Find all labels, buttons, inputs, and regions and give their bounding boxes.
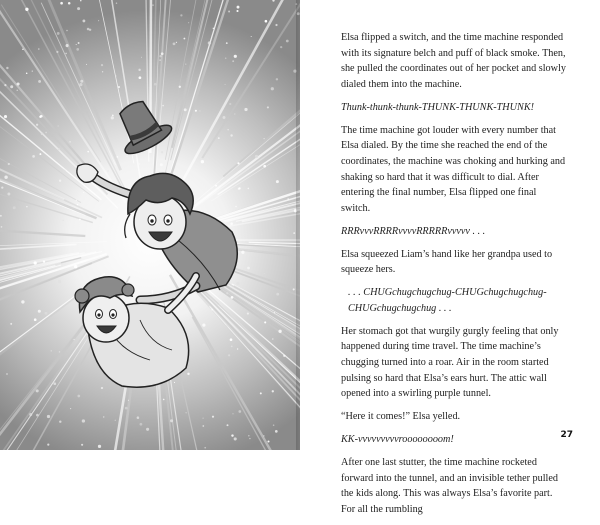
body-text — [341, 30, 566, 525]
paragraph: Elsa squeezed Liam’s hand like her grandpa used to squeeze hers. — [341, 247, 566, 278]
dialogue-paragraph: “Here it comes!” Elsa yelled. — [341, 409, 566, 425]
illustration-page — [0, 0, 300, 450]
page-number: 27 — [560, 430, 573, 440]
sound-effect-text: KK-vvvvvvvvvroooooooom! — [341, 432, 566, 448]
paragraph: Her stomach got that wurgily gurgly feeling that only happened during time travel. The time machine’s chugging turned into a roar. Air in the room started pulsing so hard that Elsa’s ears hurt. The attic wall opened into a swirling purple tunnel. — [341, 324, 566, 402]
sound-effect-text: . . . CHUGchugchugchug-CHUGchugchugchug-CHUGchugchugchug . . . — [341, 285, 566, 316]
paragraph: The time machine got louder with every number that Elsa dialed. By the time she reached the end of the coordinates, the machine was choking and hurking and shaking so hard that it was difficult to dial. After entering the final number, Elsa flipped one final switch. — [341, 123, 566, 217]
sound-effect-text: Thunk-thunk-thunk-THUNK-THUNK-THUNK! — [341, 100, 566, 116]
paragraph: After one last stutter, the time machine rocketed forward into the tunnel, and an invisible tether pulled the kids along. This was always Elsa’s favorite part. For all the rumbling — [341, 455, 566, 517]
illustration — [0, 0, 300, 450]
paragraph: Elsa flipped a switch, and the time machine responded with its signature belch and puff of black smoke. Then, she pulled the coordinates out of her pocket and slowly dialed them into the machine. — [341, 30, 566, 92]
text-page — [300, 0, 600, 450]
sound-effect-text: RRRvvvRRRRvvvvRRRRRvvvvv . . . — [341, 224, 566, 240]
